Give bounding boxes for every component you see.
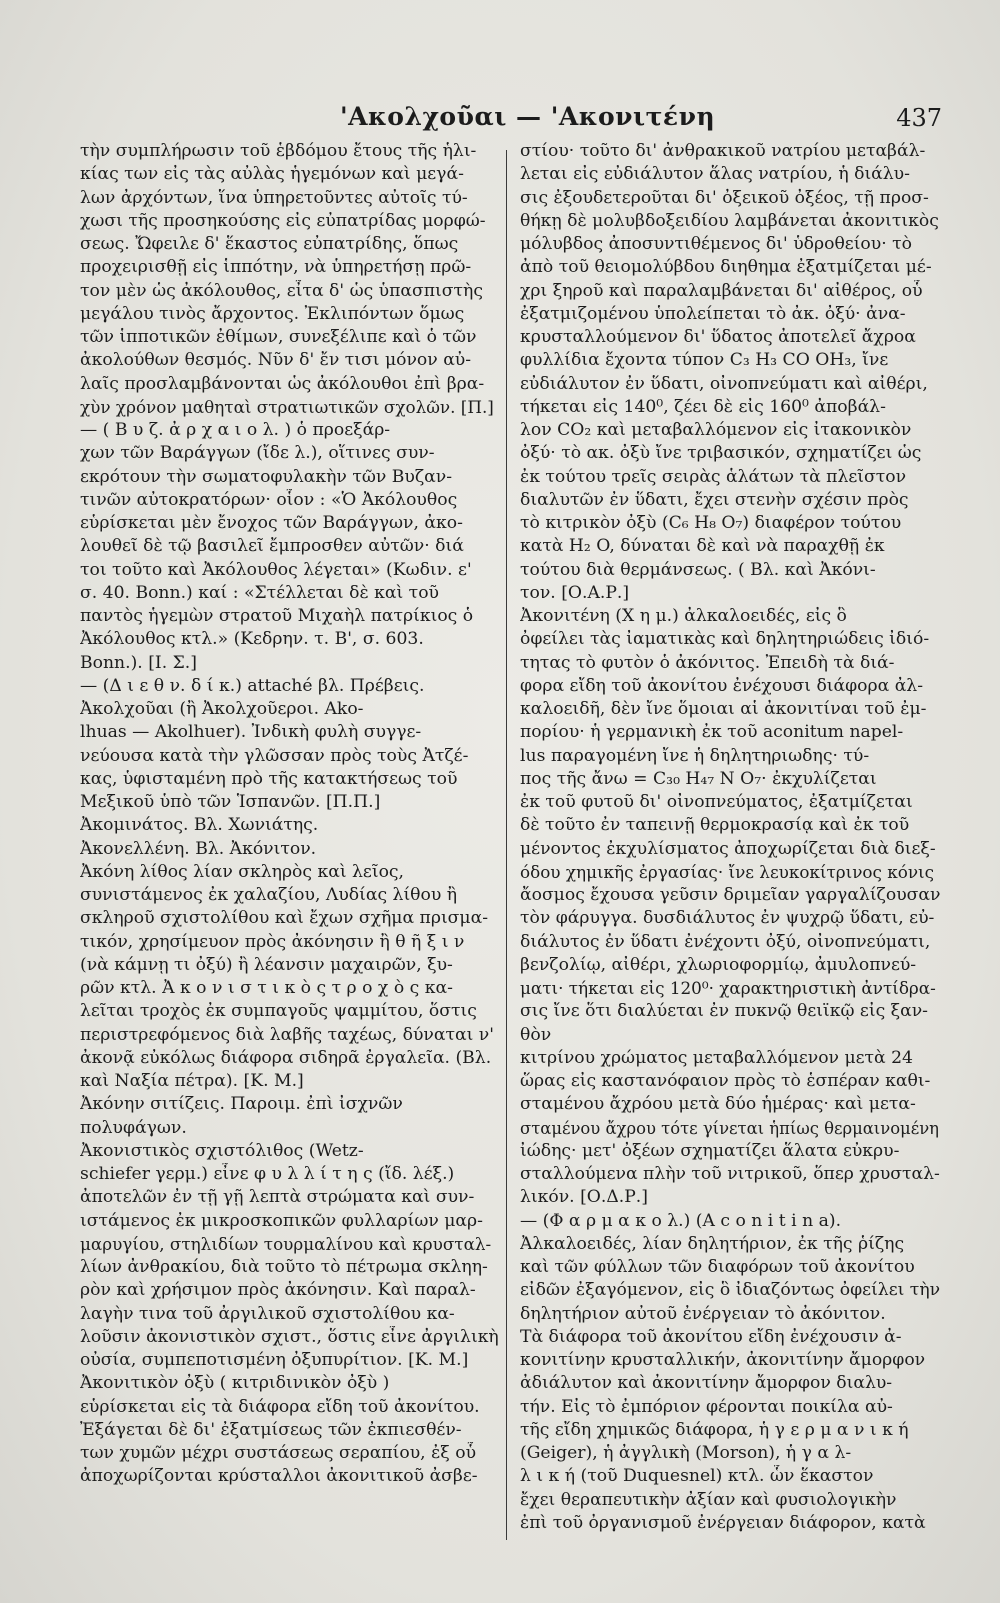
text-line: λίων ἀνθρακίου, διὰ τοῦτο τὸ πέτρωμα σκληη- xyxy=(80,1257,488,1277)
page-number: 437 xyxy=(896,104,942,132)
text-line: πος τῆς ἄνω = C₃₀ H₄₇ N O₇· ἐκχυλίζεται xyxy=(520,768,877,789)
text-line: εὐδιάλυτον ἐν ὕδατι, οἰνοπνεύματι καὶ αἰθέρι, xyxy=(520,373,928,394)
text-line: φυλλίδια ἔχοντα τύπον C₃ H₃ CO OH₃, ἴνε xyxy=(520,350,889,371)
text-line: μαρυγίου, στηλιδίων τουρμαλίνου καὶ κρυσταλ- xyxy=(80,1233,492,1254)
text-line: παντὸς ἡγεμὼν στρατοῦ Μιχαὴλ πατρίκιος ὁ xyxy=(80,606,474,626)
text-line: Ἀλκαλοειδές, λίαν δηλητήριον, ἐκ τῆς ῥίζης xyxy=(520,1233,905,1254)
text-line: ἀκολούθων θεσμός. Νῦν δ' ἔν τισι μόνον αὐ- xyxy=(80,350,472,371)
text-line: βενζολίῳ, αἰθέρι, χλωριοφορμίῳ, ἀμυλοπνεύ- xyxy=(520,954,917,975)
text-line: δηλητήριον αὐτοῦ ἐνέργειαν τὸ ἀκόνιτον. xyxy=(520,1303,886,1324)
text-line: ἀποτελῶν ἐν τῇ γῇ λεπτὰ στρώματα καὶ συν- xyxy=(80,1187,475,1208)
text-line: μόλυβδος ἀποσυντιθέμενος δι' ὑδροθείου· τὸ xyxy=(520,234,913,254)
text-line: schiefer γερμ.) εἶνε φ υ λ λ ί τ η ς (ἴδ. λέξ.) xyxy=(80,1164,455,1184)
text-line: (Geiger), ἡ ἀγγλικὴ (Morson), ἡ γ α λ- xyxy=(520,1443,852,1463)
text-line: τὸ κιτρικὸν ὀξὺ (C₆ H₈ O₇) διαφέρον τούτου xyxy=(520,513,902,533)
text-line: κίας των εἰς τὰς αὐλὰς ἡγεμόνων καὶ μεγά- xyxy=(80,164,464,185)
text-line: χων τῶν Βαράγγων (ἴδε λ.), οἵτινες συν- xyxy=(80,443,435,464)
text-line: τον μὲν ὡς ἀκόλουθος, εἶτα δ' ὡς ὑπασπιστὴς xyxy=(80,280,483,301)
text-line: τὴν συμπλήρωσιν τοῦ ἑβδόμου ἔτους τῆς ἡλι- xyxy=(80,141,477,161)
text-line: τῶν ἱπποτικῶν ἐθίμων, συνεξέλιπε καὶ ὁ τῶν xyxy=(80,327,477,347)
text-line: λουθεῖ δὲ τῷ βασιλεῖ ἔμπροσθεν αὐτῶν· διά xyxy=(80,536,464,557)
text-line: σταμένου ἄχρόου μετὰ δύο ἡμέρας· καὶ μετα- xyxy=(520,1094,916,1115)
text-line: μεγάλου τινὸς ἄρχοντος. Ἐκλιπόντων ὅμως xyxy=(80,303,465,324)
text-line: διάλυτος ἐν ὕδατι ἐνέχοντι ὀξύ, οἰνοπνεύματι, xyxy=(520,931,931,952)
text-line: Ἐξάγεται δὲ δι' ἐξατμίσεως τῶν ἐκπιεσθέν- xyxy=(80,1419,462,1440)
text-line: ἄοσμος ἔχουσα γεῦσιν δριμεῖαν γαργαλίζουσαν xyxy=(520,885,940,905)
text-line: Ἀκονελλένη. Βλ. Ἀκόνιτον. xyxy=(80,838,317,859)
text-line: διαλυτῶν ἐν ὕδατι, ἔχει στενὴν σχέσιν πρὸς xyxy=(520,489,909,510)
text-line: ἀκονᾷ εὐκόλως διάφορα σιδηρᾶ ἐργαλεῖα. (Βλ. xyxy=(80,1047,492,1068)
text-line: Μεξικοῦ ὑπὸ τῶν Ἱσπανῶν. [Π.Π.] xyxy=(80,792,381,812)
text-line: κατὰ H₂ O, δύναται δὲ καὶ νὰ παραχθῇ ἐκ xyxy=(520,536,885,557)
text-line: λ ι κ ή (τοῦ Duquesnel) κτλ. ὧν ἕκαστον xyxy=(520,1466,874,1487)
text-line: φορα εἴδη τοῦ ἀκονίτου ἐνέχουσι διάφορα ἀλ- xyxy=(520,675,924,696)
text-line: ἐκ τούτου τρεῖς σειρὰς ἁλάτων τὰ πλεῖστον xyxy=(520,466,907,487)
text-line: καὶ τῶν φύλλων τῶν διαφόρων τοῦ ἀκονίτου xyxy=(520,1257,915,1277)
text-line: οὐσία, συμπεποτισμένη ὀξυπυρίτιον. [Κ. Μ.] xyxy=(80,1350,469,1370)
text-line: χρι ξηροῦ καὶ παραλαμβάνεται δι' αἰθέρος, οὗ xyxy=(520,280,923,301)
text-line: Τὰ διάφορα τοῦ ἀκονίτου εἴδη ἐνέχουσιν ἀ- xyxy=(520,1326,902,1347)
text-line: ρῶν κτλ. Ἀ κ ο ν ι σ τ ι κ ὸ ς τ ρ ο χ ὸ ς κα- xyxy=(80,978,453,998)
text-line: θήκῃ δὲ μολυβδοξειδίου λαμβάνεται ἀκονιτικὸς xyxy=(520,210,939,231)
text-line: ὀφείλει τὰς ἰαματικὰς καὶ δηλητηριώδεις ἰδιό- xyxy=(520,629,930,650)
text-line: ἀδιάλυτον καὶ ἀκονιτίνην ἄμορφον διαλυ- xyxy=(520,1373,893,1394)
text-line: λεται εἰς εὐδιάλυτον ἅλας νατρίου, ἡ διάλυ- xyxy=(520,164,910,185)
text-line: θὸν xyxy=(520,1024,552,1045)
left-column xyxy=(80,140,500,1489)
text-line: ματι· τήκεται εἰς 120⁰· χαρακτηριστικὴ ἀντίδρα- xyxy=(520,978,936,998)
text-line: ἀποχωρίζονται κρύσταλλοι ἀκονιτικοῦ ἀσβε- xyxy=(80,1466,478,1487)
text-line: εὑρίσκεται εἰς τὰ διάφορα εἴδη τοῦ ἀκονίτου. xyxy=(80,1396,480,1417)
text-line: ὥρας εἰς καστανόφαιον πρὸς τὸ ἑσπέραν καθι- xyxy=(520,1071,931,1091)
text-line: Ἀκονιστικὸς σχιστόλιθος (Wetz- xyxy=(80,1140,364,1161)
text-line: όδου χημικῆς ἐργασίας· ἴνε λευκοκίτρινος κόνις xyxy=(520,861,935,882)
text-line: τοι τοῦτο καὶ Ἀκόλουθος λέγεται» (Κωδιν. ε' xyxy=(80,559,472,580)
text-line: κιτρίνου χρώματος μεταβαλλόμενον μετὰ 24 xyxy=(520,1047,913,1068)
text-line: μένοντος ἐκχυλίσματος ἀποχωρίζεται διὰ διεξ- xyxy=(520,838,936,859)
text-line: — (Φ α ρ μ α κ ο λ.) (A c o n i t i n a). xyxy=(520,1210,842,1231)
text-line: των χυμῶν μέχρι συστάσεως σεραπίου, ἐξ οὗ xyxy=(80,1443,477,1463)
text-line: Ἀκόνη λίθος λίαν σκληρὸς καὶ λεῖος, xyxy=(80,861,405,882)
text-line: λαῖς προσλαμβάνονται ὡς ἀκόλουθοι ἐπὶ βρα- xyxy=(80,373,485,394)
text-line: σκληροῦ σχιστολίθου καὶ ἔχων σχῆμα πρισμα- xyxy=(80,908,489,929)
text-line: ρὸν καὶ χρήσιμον πρὸς ἀκόνησιν. Καὶ παραλ- xyxy=(80,1280,476,1301)
text-line: νεύουσα κατὰ τὴν γλῶσσαν πρὸς τοὺς Ἀτζέ- xyxy=(80,745,469,766)
text-line: κας, ὑφισταμένη πρὸ τῆς κατακτήσεως τοῦ xyxy=(80,768,458,789)
text-line: πορίου· ἡ γερμανικὴ ἐκ τοῦ aconitum napel- xyxy=(520,722,904,743)
text-line: λον CO₂ καὶ μεταβαλλόμενον εἰς ἰτακονικὸν xyxy=(520,420,912,440)
text-line: τινῶν αὐτοκρατόρων· οἷον : «Ὁ Ἀκόλουθος xyxy=(80,489,458,510)
text-line: σταλλούμενα πλὴν τοῦ νιτρικοῦ, ὅπερ χρυσταλ- xyxy=(520,1164,940,1184)
text-line: ἐπὶ τοῦ ὀργανισμοῦ ἐνέργειαν διάφορον, κατὰ xyxy=(520,1512,926,1533)
text-line: Ἀκολχοῦαι (ἢ Ἀκολχοῦεροι. Ako- xyxy=(80,699,364,719)
column-divider xyxy=(506,150,507,1540)
text-line: — ( Β υ ζ. ἀ ρ χ α ι ο λ. ) ὁ προεξάρ- xyxy=(80,420,391,440)
text-line: χὺν χρόνον μαθηταὶ στρατιωτικῶν σχολῶν. [Π.] xyxy=(80,396,494,417)
text-line: λων ἀρχόντων, ἵνα ὑπηρετοῦντες αὐτοῖς τύ- xyxy=(80,187,468,208)
text-line: σταμένου ἄχρου τότε γίνεται ἡπίως θερμαινομένη xyxy=(520,1118,939,1138)
text-line: Ἀκόνην σιτίζεις. Παροιμ. ἐπὶ ἰσχνῶν xyxy=(80,1094,403,1115)
text-line: σις ἐξουδετεροῦται δι' ὀξεικοῦ ὀξέος, τῇ προσ- xyxy=(520,187,929,208)
text-line: τητας τὸ φυτὸν ὁ ἀκόνιτος. Ἐπειδὴ τὰ διά- xyxy=(520,652,895,673)
text-line: ἐκ τοῦ φυτοῦ δι' οἰνοπνεύματος, ἐξατμίζεται xyxy=(520,792,913,812)
text-line: τον. [Ο.Α.Ρ.] xyxy=(520,582,630,603)
text-line: ἀπὸ τοῦ θειομολύβδου διηθημα ἐξατμίζεται μέ- xyxy=(520,257,932,278)
text-line: στίου· τοῦτο δι' ἀνθρακικοῦ νατρίου μεταβάλ- xyxy=(520,141,926,161)
text-line: καὶ Ναξία πέτρα). [Κ. Μ.] xyxy=(80,1071,304,1091)
text-line: ἰώδης· μετ' ὀξέων σχηματίζει ἅλατα εὐκρυ- xyxy=(520,1140,900,1161)
text-line: λαγὴν τινα τοῦ ἀργιλικοῦ σχιστολίθου κα- xyxy=(80,1303,455,1324)
text-line: συνιστάμενος ἐκ χαλαζίου, Λυδίας λίθου ἢ xyxy=(80,885,458,905)
text-line: κονιτίνην κρυσταλλικήν, ἀκονιτίνην ἄμορφον xyxy=(520,1350,926,1370)
text-line: Ἀκονιτικὸν ὀξὺ ( κιτριδινικὸν ὀξὺ ) xyxy=(80,1373,390,1394)
text-line: τήκεται εἰς 140⁰, ζέει δὲ εἰς 160⁰ ἀποβάλ- xyxy=(520,396,886,417)
text-line: περιστρεφόμενος διὰ λαβῆς ταχέως, δύναται ν' xyxy=(80,1024,494,1045)
text-line: δὲ τοῦτο ἐν ταπεινῇ θερμοκρασίᾳ καὶ ἐκ τοῦ xyxy=(520,815,910,836)
text-line: τῆς εἴδη χημικῶς διάφορα, ἡ γ ε ρ μ α ν ι κ ή xyxy=(520,1419,909,1440)
text-line: ιστάμενος ἐκ μικροσκοπικῶν φυλλαρίων μαρ- xyxy=(80,1210,483,1231)
text-line: εκρότουν τὴν σωματοφυλακὴν τῶν Βυζαν- xyxy=(80,466,453,487)
text-line: τὸν φάρυγγα. δυσδιάλυτος ἐν ψυχρῷ ὕδατι, εὐ- xyxy=(520,908,935,929)
text-line: ὀξύ· τὸ ακ. ὀξὺ ἴνε τριβασικόν, σχηματίζει ὡς xyxy=(520,443,922,464)
text-line: λοῦσιν ἀκονιστικὸν σχιστ., ὅστις εἶνε ἀργιλικὴ xyxy=(80,1326,499,1347)
text-line: πολυφάγων. xyxy=(80,1117,187,1138)
text-line: lhuas — Akolhuer). Ἰνδικὴ φυλὴ συγγε- xyxy=(80,722,422,743)
text-line: Ἀκονιτένη (Χ η μ.) ἀλκαλοειδές, εἰς ὃ xyxy=(520,606,847,626)
text-line: εἰδῶν ἐξαγόμενον, εἰς ὃ ἰδιαζόντως ὀφείλει τὴν xyxy=(520,1280,940,1301)
text-line: καλοειδῆ, δὲν ἴνε ὅμοιαι αἱ ἀκονιτίναι τοῦ ἐμ- xyxy=(520,699,927,719)
text-line: (νὰ κάμνῃ τι ὀξύ) ἢ λέανσιν μαχαιρῶν, ξυ- xyxy=(80,954,453,975)
text-line: lus παραγομένη ἴνε ἡ δηλητηριωδης· τύ- xyxy=(520,745,870,766)
text-line: ἐξατμιζομένου ὑπολείπεται τὸ ἀκ. ὀξύ· ἀνα- xyxy=(520,303,906,324)
text-line: τήν. Εἰς τὸ ἐμπόριον φέρονται ποικίλα αὐ- xyxy=(520,1396,893,1417)
running-title: 'Ακολχοῦαι — 'Ακονιτένη xyxy=(340,102,716,131)
text-line: Ἀκόλουθος κτλ.» (Κεδρην. τ. Β', σ. 603. xyxy=(80,629,424,650)
text-line: σις ἴνε ὅτι διαλύεται ἐν πυκνῷ θειϊκῷ εἰς ξαν- xyxy=(520,1001,928,1022)
text-line: — (Δ ι ε θ ν. δ ί κ.) attaché βλ. Πρέβεις. xyxy=(80,675,425,696)
text-line: ἔχει θεραπευτικὴν ἀξίαν καὶ φυσιολογικὴν xyxy=(520,1489,897,1510)
text-line: Bonn.). [Ι. Σ.] xyxy=(80,652,197,673)
text-line: Ἀκομινάτος. Βλ. Χωνιάτης. xyxy=(80,815,319,836)
text-line: σεως. Ὤφειλε δ' ἕκαστος εὐπατρίδης, ὅπως xyxy=(80,234,459,254)
text-line: προχειρισθῇ εἰς ἱππότην, νὰ ὑπηρετήσῃ πρῶ- xyxy=(80,257,472,278)
page-header xyxy=(0,102,1000,136)
text-line: λικόν. [Ο.Δ.Ρ.] xyxy=(520,1187,648,1208)
text-line: τικόν, χρησίμευον πρὸς ἀκόνησιν ἢ θ ῆ ξ ι ν xyxy=(80,931,465,952)
text-line: κρυσταλλούμενον δι' ὕδατος ἀποτελεῖ ἄχροα xyxy=(520,327,916,347)
text-line: σ. 40. Bonn.) καί : «Στέλλεται δὲ καὶ τοῦ xyxy=(80,582,439,603)
text-line: λεῖται τροχὸς ἐκ συμπαγοῦς ψαμμίτου, ὅστις xyxy=(80,1001,477,1022)
text-line: χωσι τῆς προσηκούσης εἰς εὐπατρίδας μορφώ- xyxy=(80,210,486,231)
text-line: τούτου διὰ θερμάνσεως. ( Βλ. καὶ Ἀκόνι- xyxy=(520,559,876,580)
text-line: εὑρίσκεται μὲν ἔνοχος τῶν Βαράγγων, ἀκο- xyxy=(80,513,463,533)
right-column xyxy=(520,140,940,1535)
